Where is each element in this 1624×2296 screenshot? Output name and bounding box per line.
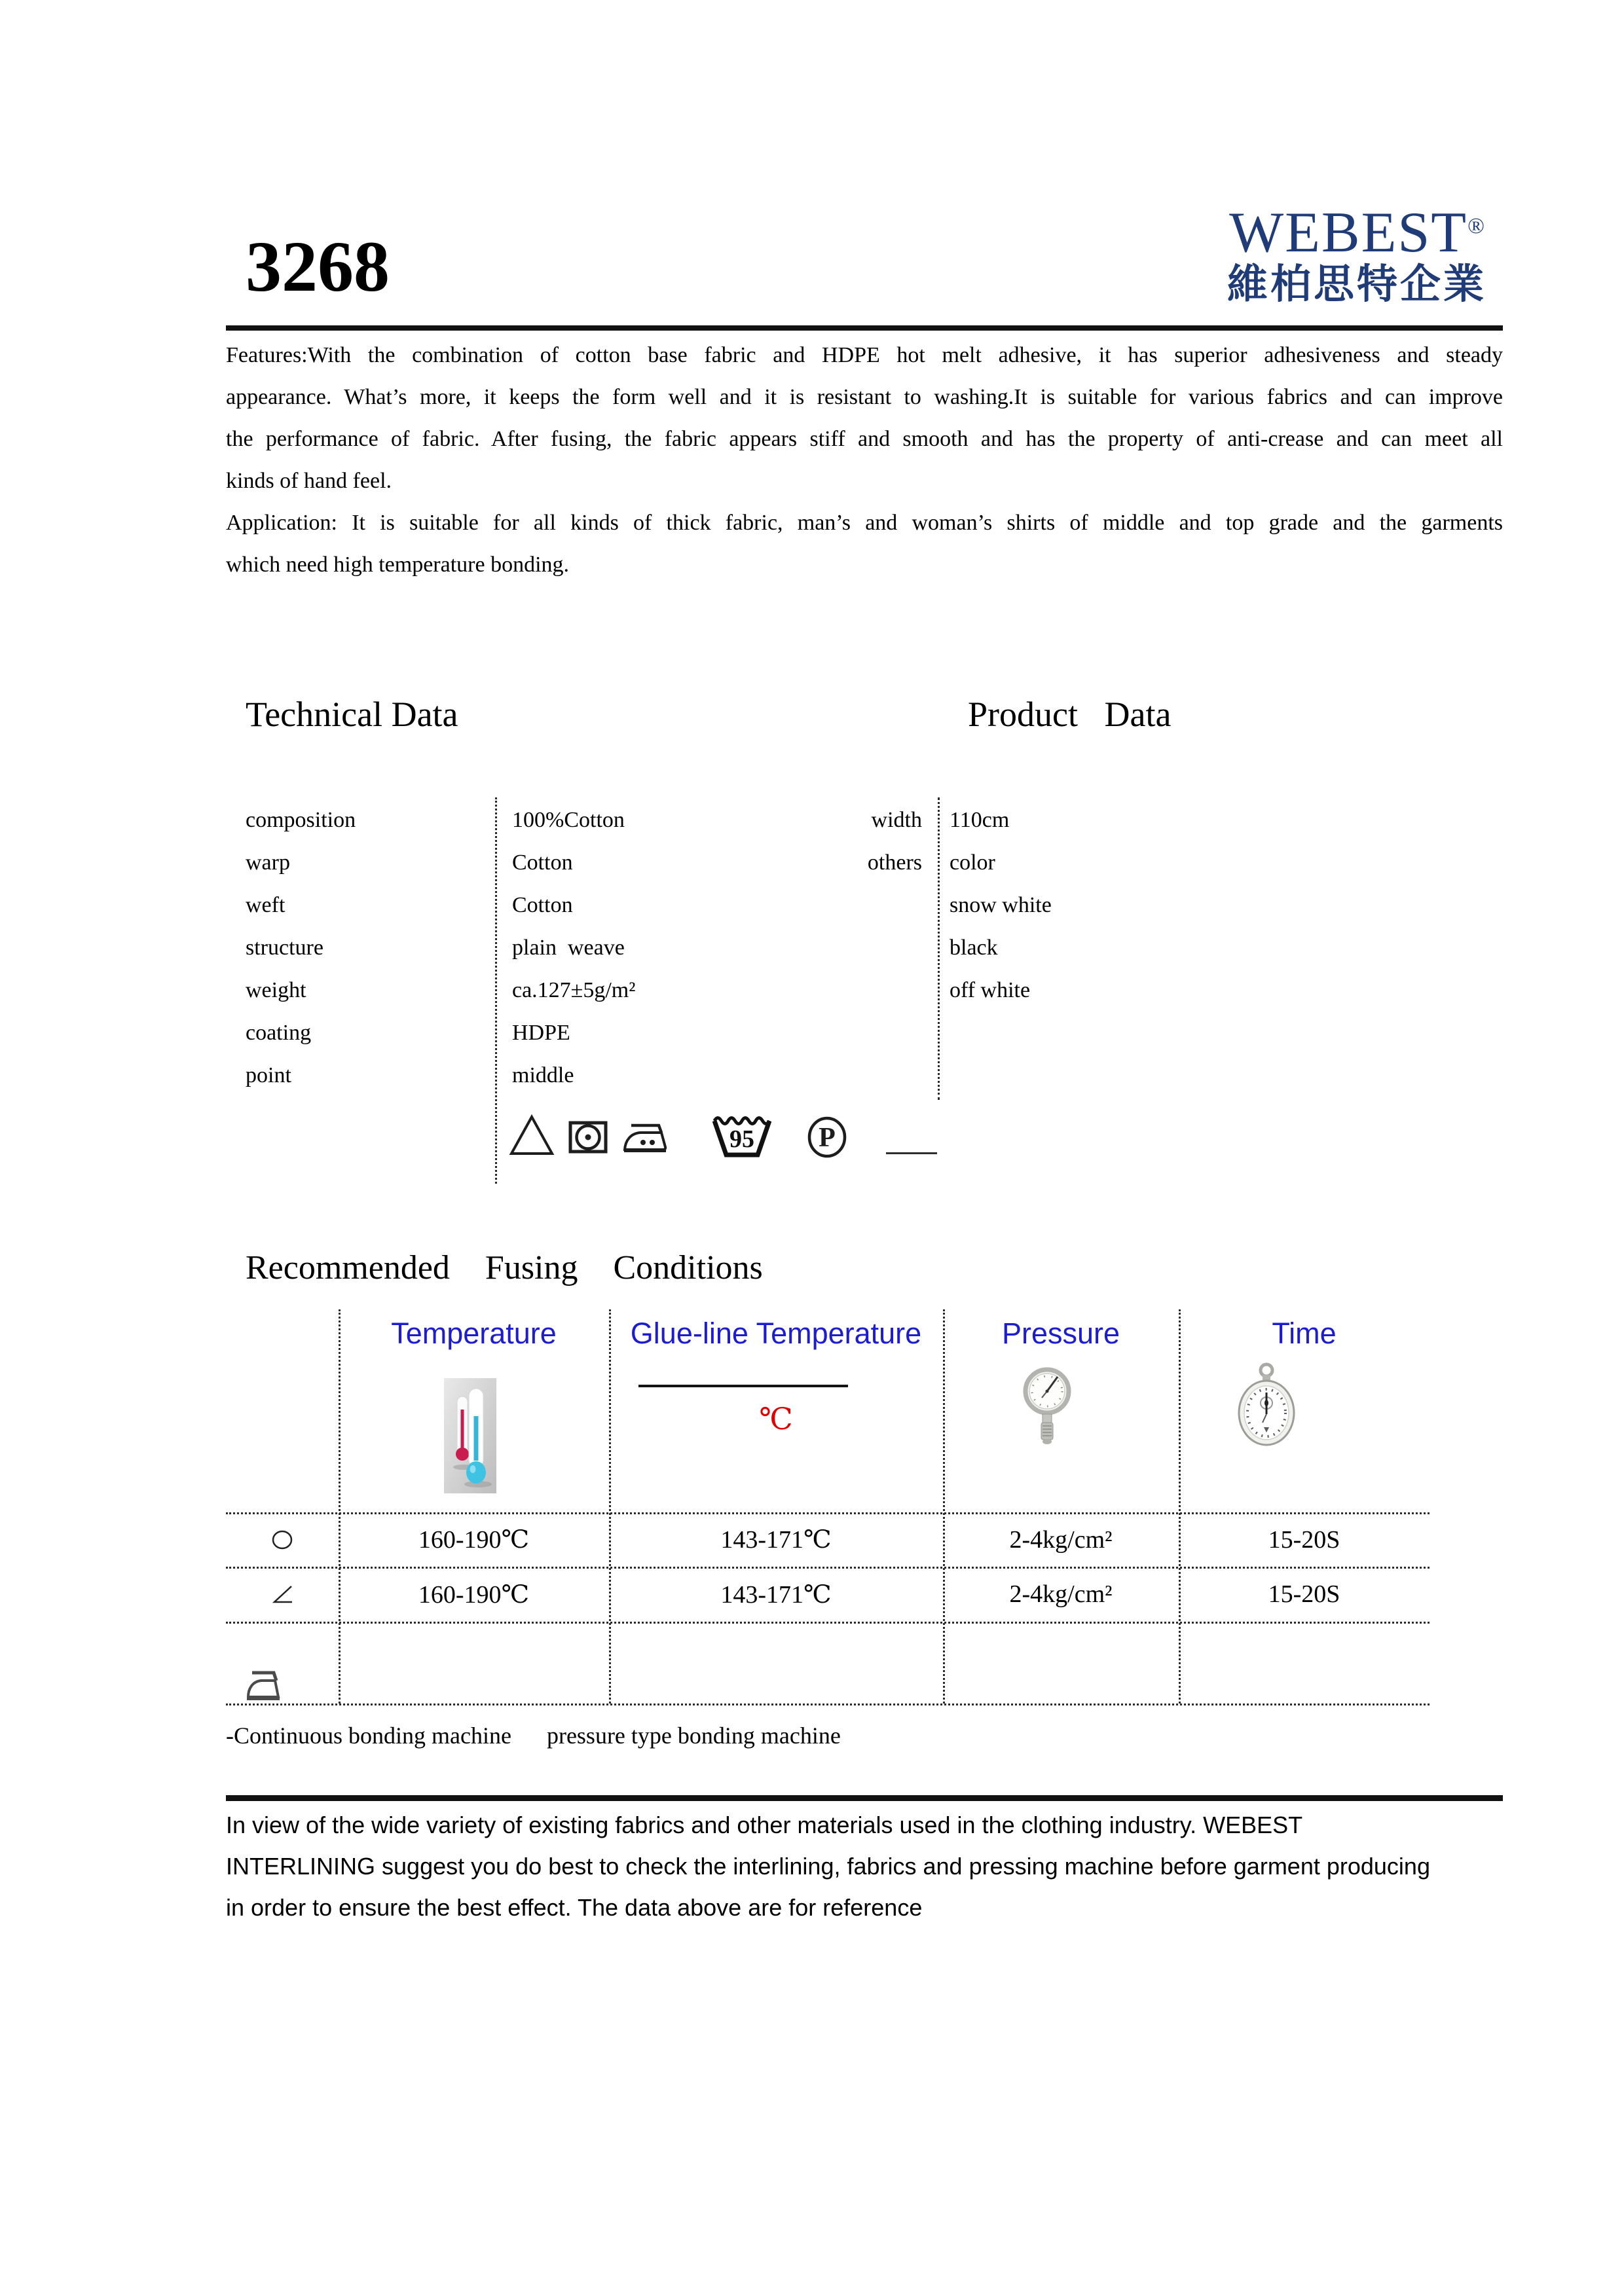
product-labels-column <box>812 799 922 884</box>
angle-symbol-icon <box>271 1584 293 1605</box>
fusing-header-time: Time <box>1272 1317 1337 1350</box>
product-value: color <box>950 850 995 875</box>
glue-line-unit-celsius: ℃ <box>759 1402 793 1436</box>
bonding-machine-footnote: -Continuous bonding machine pressure type bonding machine <box>226 1722 841 1749</box>
product-value: off white <box>950 978 1031 1002</box>
fusing-row-divider <box>226 1622 1430 1624</box>
technical-value: Cotton <box>512 850 573 875</box>
product-row-label: others <box>867 850 922 875</box>
thermometer-photo-icon <box>444 1378 496 1497</box>
technical-value: middle <box>512 1063 574 1087</box>
wash-95-icon <box>712 1113 771 1162</box>
product-table-divider <box>938 797 940 1100</box>
technical-value: 100%Cotton <box>512 808 625 832</box>
technical-label: coating <box>246 1021 312 1045</box>
logo-brand-text: WEBEST <box>1229 201 1468 264</box>
care-underscore-mark <box>886 1152 937 1154</box>
logo-chinese-name: 維柏思特企業 <box>1227 262 1486 307</box>
technical-data-heading: Technical Data <box>246 695 458 734</box>
fusing-col-divider <box>1179 1309 1181 1704</box>
product-value: black <box>950 936 998 960</box>
features-line: appearance. What’s more, it keeps the form well and it is resistant to washing.It is suitable for various fabrics and can improve <box>226 385 1503 409</box>
fusing-header-glue-line: Glue-line Temperature <box>630 1317 922 1350</box>
roller-machine-symbol <box>226 1512 339 1567</box>
dry-clean-letter: P <box>819 1123 836 1153</box>
technical-value: plain weave <box>512 936 625 960</box>
fusing-header-pressure: Pressure <box>1001 1317 1120 1350</box>
features-line: the performance of fabric. After fusing, the fabric appears stiff and smooth and has the property of anti-crease and can meet all <box>226 427 1503 451</box>
fusing-pressure-value: 2-4kg/cm² <box>1009 1525 1113 1554</box>
glue-line-underline <box>638 1385 848 1387</box>
pressure-gauge-icon <box>1023 1358 1071 1452</box>
wash-temperature-text: 95 <box>729 1125 754 1153</box>
fusing-temperature-value: 160-190℃ <box>418 1526 530 1554</box>
fusing-header-temperature: Temperature <box>391 1317 557 1350</box>
tumble-dry-icon <box>568 1121 608 1157</box>
iron-two-dots-icon <box>621 1121 669 1158</box>
disclaimer-line: INTERLINING suggest you do best to check the interlining, fabrics and pressing machine before garment producing <box>226 1853 1430 1880</box>
fusing-conditions-heading: Recommended Fusing Conditions <box>246 1249 763 1286</box>
fusing-time-value: 15-20S <box>1268 1580 1340 1608</box>
press-machine-symbol <box>226 1567 339 1622</box>
dry-clean-p-icon <box>807 1116 847 1162</box>
hand-iron-symbol-icon <box>244 1668 282 1705</box>
technical-label: point <box>246 1063 291 1087</box>
fusing-row-divider <box>226 1704 1430 1705</box>
product-value: snow white <box>950 893 1052 917</box>
technical-value: ca.127±5g/m² <box>512 978 636 1002</box>
intro-paragraphs <box>226 335 1503 586</box>
logo-wordmark <box>1219 201 1494 264</box>
stopwatch-icon <box>1236 1362 1297 1450</box>
fusing-glue-line-value: 143-171℃ <box>720 1580 832 1609</box>
disclaimer-line: in order to ensure the best effect. The data above are for reference <box>226 1894 923 1921</box>
application-line: which need high temperature bonding. <box>226 553 570 577</box>
fusing-row-roller <box>226 1512 1430 1567</box>
fusing-col-divider <box>609 1309 611 1704</box>
registered-trademark-icon: ® <box>1467 214 1485 238</box>
technical-value: Cotton <box>512 893 573 917</box>
fusing-col-divider <box>339 1309 341 1704</box>
disclaimer-line: In view of the wide variety of existing fabrics and other materials used in the clothing industry. WEBEST <box>226 1812 1303 1838</box>
fusing-col-divider <box>943 1309 945 1704</box>
features-line: Features:With the combination of cotton base fabric and HDPE hot melt adhesive, it has superior adhesiveness and steady <box>226 343 1503 367</box>
fusing-pressure-value: 2-4kg/cm² <box>1009 1580 1113 1608</box>
product-code-title: 3268 <box>246 227 390 306</box>
technical-label: warp <box>246 850 290 875</box>
technical-label: composition <box>246 808 356 832</box>
technical-label: structure <box>246 936 323 960</box>
features-line: kinds of hand feel. <box>226 469 392 493</box>
disclaimer-text <box>226 1804 1430 1928</box>
fusing-temperature-value: 160-190℃ <box>418 1580 530 1609</box>
disclaimer-divider-rule <box>226 1795 1503 1801</box>
technical-table-divider <box>495 797 497 1184</box>
fusing-glue-line-value: 143-171℃ <box>720 1526 832 1554</box>
company-logo <box>1219 201 1494 307</box>
product-value: 110cm <box>950 808 1010 832</box>
product-data-heading: Product Data <box>968 695 1172 734</box>
header-divider-rule <box>226 325 1503 331</box>
fusing-row-press <box>226 1567 1430 1622</box>
fusing-time-value: 15-20S <box>1268 1525 1340 1554</box>
product-row-label: width <box>871 808 922 832</box>
technical-labels-column <box>246 799 481 1097</box>
application-line: Application: It is suitable for all kinds of thick fabric, man’s and woman’s shirts of middle and top grade and the garments <box>226 511 1503 535</box>
bleach-triangle-icon <box>509 1114 555 1159</box>
circle-symbol-icon <box>271 1530 293 1550</box>
technical-label: weight <box>246 978 306 1002</box>
product-values-column <box>950 799 1225 1011</box>
technical-label: weft <box>246 893 286 917</box>
technical-value: HDPE <box>512 1021 570 1045</box>
